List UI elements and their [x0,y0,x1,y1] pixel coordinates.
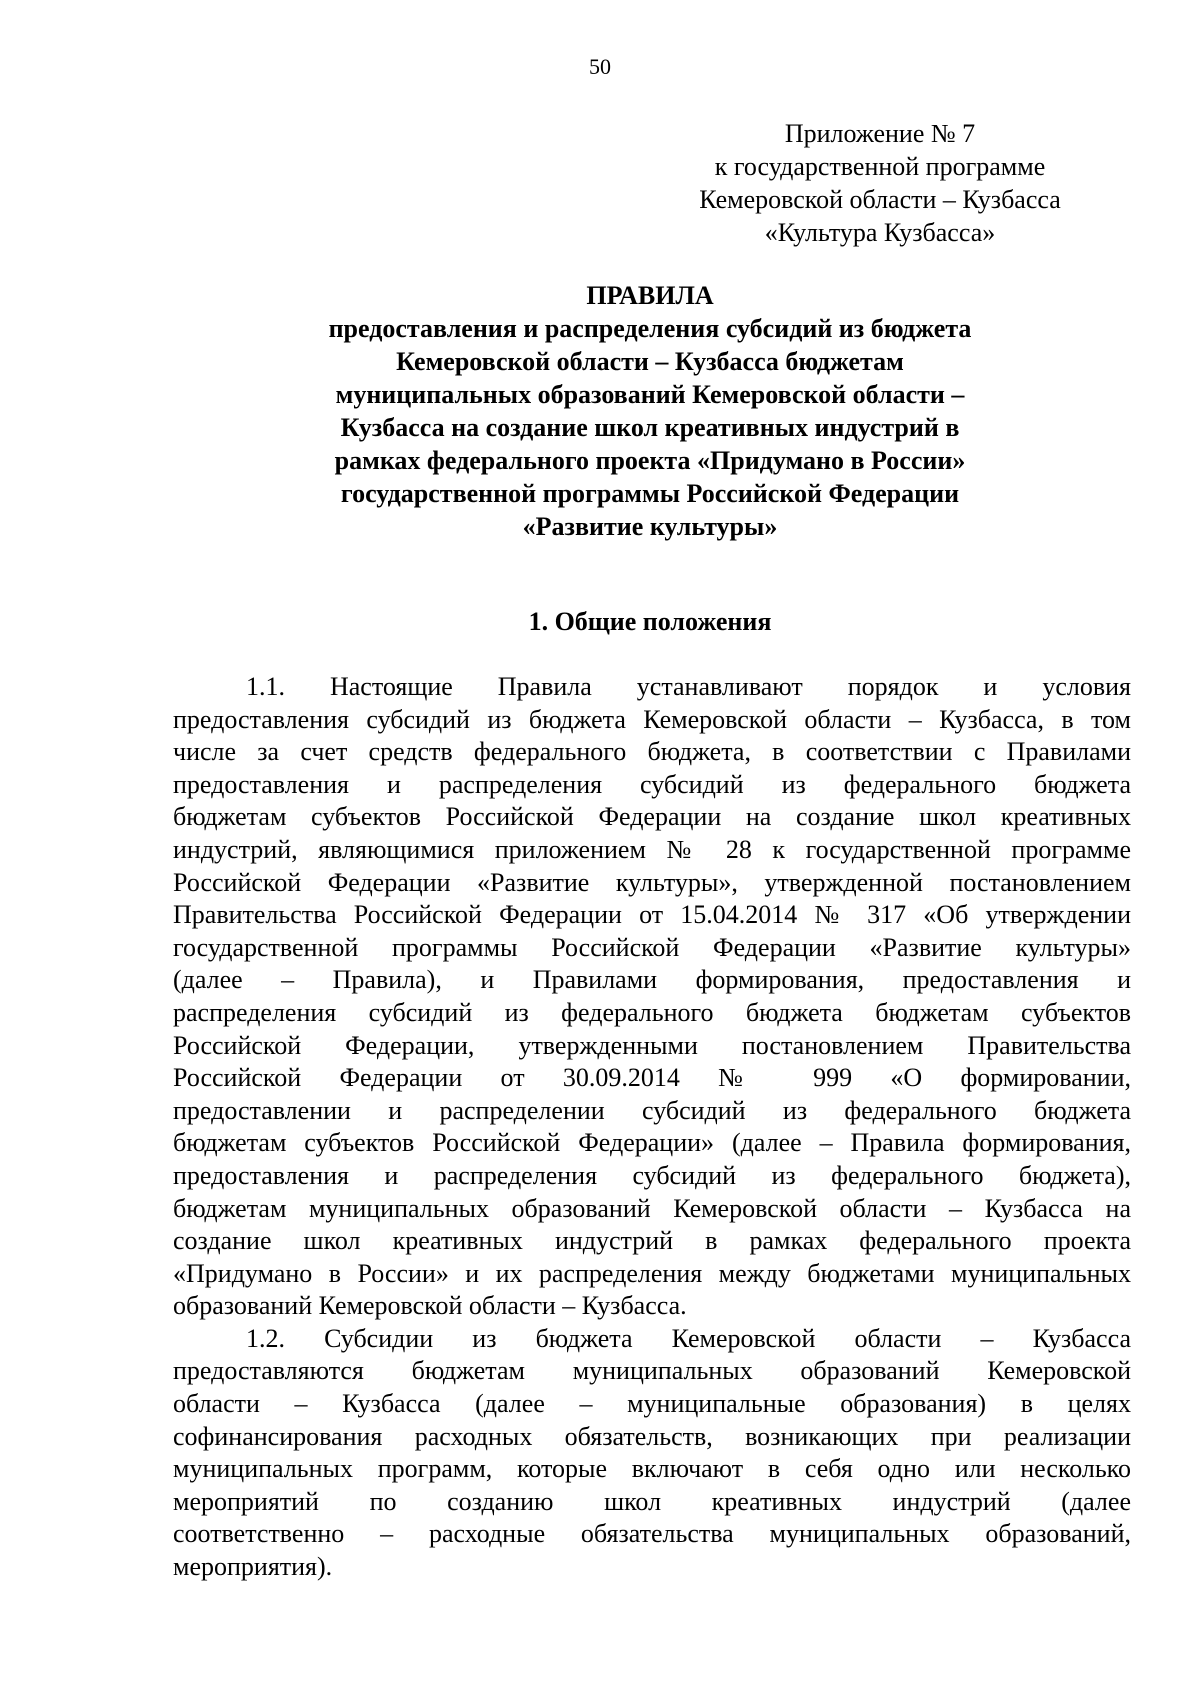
text-line: (далее – Правила), и Правилами формирования, предоставления и [173,965,1131,995]
text-line: Правительства Российской Федерации от 15.04.2014 № 317 «Об утверждении [173,900,1131,930]
text-line: мероприятия). [173,1552,333,1582]
section-heading: 1. Общие положения [528,607,772,636]
appendix-line: «Культура Кузбасса» [764,218,996,247]
text-line: бюджетам субъектов Российской Федерации на создание школ креативных [173,802,1131,832]
text-line: Российской Федерации, утвержденными постановлением Правительства [173,1030,1131,1060]
text-line: 1.2. Субсидии из бюджета Кемеровской области – Кузбасса [246,1323,1131,1353]
page-number: 50 [589,54,611,79]
text-line: числе за счет средств федерального бюджета, в соответствии с Правилами [173,737,1131,767]
text-line: предоставляются бюджетам муниципальных образований Кемеровской [173,1356,1131,1386]
appendix-header [640,117,1120,249]
title-line: рамках федерального проекта «Придумано в России» [334,446,966,475]
text-line: создание школ креативных индустрий в рамках федерального проекта [173,1226,1131,1256]
text-line: предоставления и распределения субсидий из федерального бюджета), [173,1160,1131,1190]
paragraph-1-2 [173,1323,1131,1584]
text-line: предоставления и распределения субсидий из федерального бюджета [173,769,1131,799]
text-line: бюджетам субъектов Российской Федерации» (далее – Правила формирования, [173,1128,1131,1158]
text-line: государственной программы Российской Федерации «Развитие культуры» [173,932,1131,962]
title-line: «Развитие культуры» [522,512,778,541]
text-line: Российской Федерации от 30.09.2014 № 999 «О формировании, [173,1063,1131,1093]
document-title [170,279,1130,543]
title-line: Кемеровской области – Кузбасса бюджетам [396,347,904,376]
text-line: муниципальных программ, которые включают в себя одно или несколько [173,1454,1131,1484]
text-line: предоставления субсидий из бюджета Кемеровской области – Кузбасса, в том [173,704,1131,734]
text-line: 1.1. Настоящие Правила устанавливают порядок и условия [246,672,1131,701]
title-line: Кузбасса на создание школ креативных индустрий в [340,413,960,442]
paragraph-1-1 [173,671,1131,1323]
title-line: предоставления и распределения субсидий из бюджета [328,314,972,343]
appendix-line: к государственной программе [714,152,1046,181]
appendix-line: Кемеровской области – Кузбасса [699,185,1061,214]
text-line: образований Кемеровской области – Кузбасса. [173,1291,687,1321]
text-line: предоставлении и распределении субсидий из федерального бюджета [173,1095,1131,1125]
text-line: мероприятий по созданию школ креативных индустрий (далее [173,1486,1131,1516]
text-line: области – Кузбасса (далее – муниципальные образования) в целях [173,1389,1131,1419]
text-line: «Придумано в России» и их распределения между бюджетами муниципальных [173,1258,1131,1288]
text-line: Российской Федерации «Развитие культуры», утвержденной постановлением [173,867,1131,897]
section-body [173,671,1131,1584]
appendix-line: Приложение № 7 [784,119,976,148]
title-heading: ПРАВИЛА [586,281,714,310]
text-line: бюджетам муниципальных образований Кемеровской области – Кузбасса на [173,1193,1131,1223]
text-line: индустрий, являющимися приложением № 28 к государственной программе [173,834,1131,864]
text-line: распределения субсидий из федерального бюджета бюджетам субъектов [173,997,1131,1027]
title-line: государственной программы Российской Федерации [340,479,960,508]
text-line: соответственно – расходные обязательства муниципальных образований, [173,1519,1131,1549]
title-line: муниципальных образований Кемеровской области – [335,380,965,409]
text-line: софинансирования расходных обязательств, возникающих при реализации [173,1421,1131,1451]
